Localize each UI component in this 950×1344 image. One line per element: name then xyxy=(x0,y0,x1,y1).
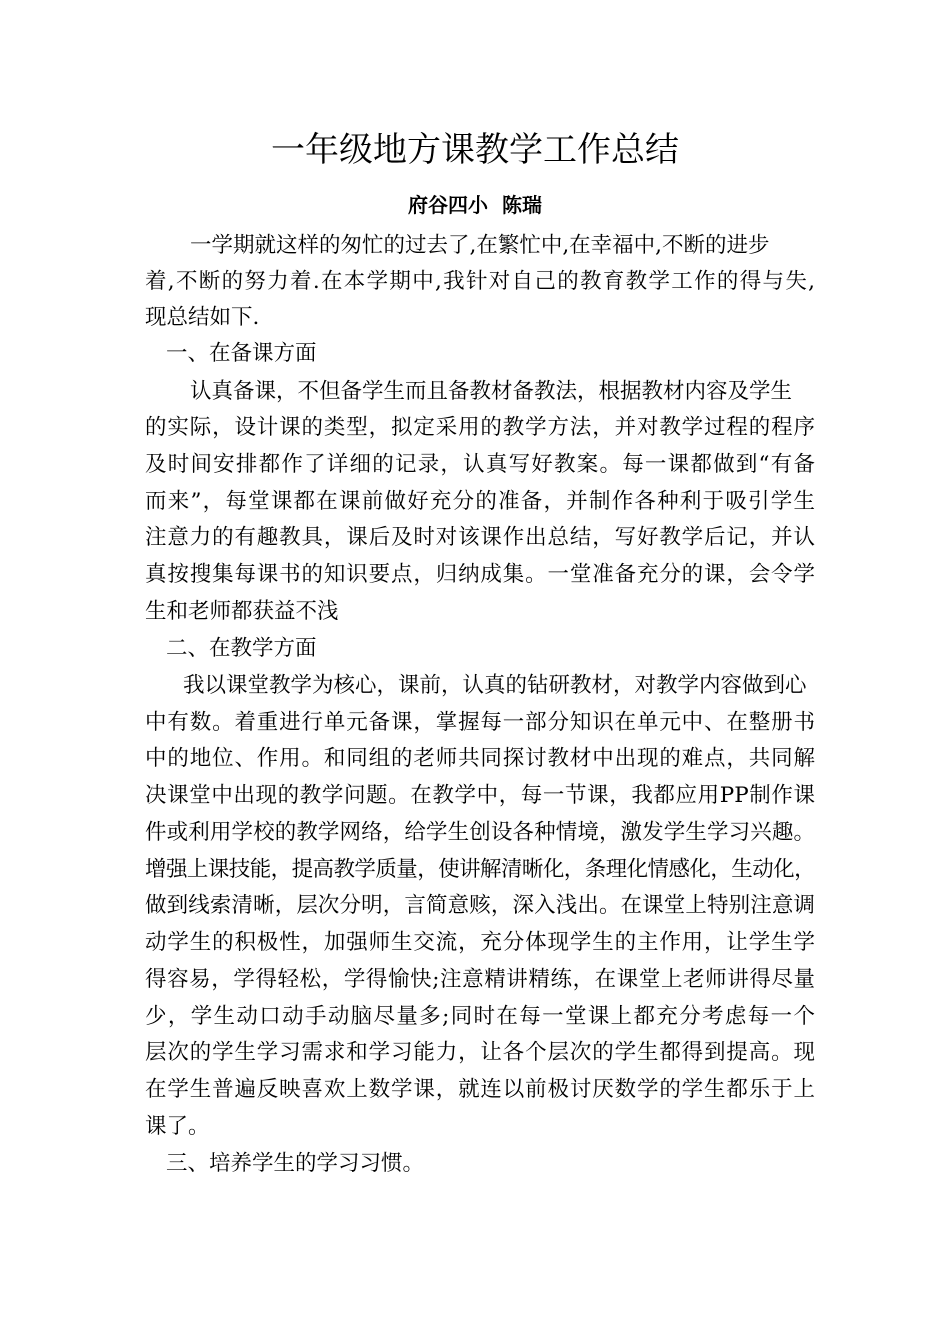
paragraph-line: 注意力的有趣教具，课后及时对该课作出总结，写好教学后记，并认 xyxy=(145,525,815,550)
section-heading: 一、在备课方面 xyxy=(166,341,317,366)
paragraph-line: 做到线索清晰，层次分明，言简意赅，深入浅出。在课堂上特别注意调 xyxy=(145,893,815,918)
paragraph-line: 而来”，每堂课都在课前做好充分的准备，并制作各种利于吸引学生 xyxy=(145,489,815,514)
paragraph-line: 增强上课技能，提高教学质量，使讲解清晰化，条理化情感化，生动化， xyxy=(145,857,816,882)
paragraph-line: 认真备课，不但备学生而且备教材备教法，根据教材内容及学生 xyxy=(190,379,793,404)
paragraph-line: 少，学生动口动手动脑尽量多;同时在每一堂课上都充分考虑每一个 xyxy=(145,1004,815,1029)
section-heading: 三、培养学生的学习习惯。 xyxy=(166,1151,425,1176)
paragraph-line: 真按搜集每课书的知识要点，归纳成集。一堂准备充分的课，会令学 xyxy=(145,562,815,587)
paragraph-line: 生和老师都获益不浅 xyxy=(145,599,339,624)
paragraph-line: 决课堂中出现的教学问题。在教学中，每一节课，我都应用PP制作课 xyxy=(145,783,815,808)
document-title: 一年级地方课教学工作总结 xyxy=(271,130,679,170)
paragraph-line: 动学生的积极性，加强师生交流，充分体现学生的主作用，让学生学 xyxy=(145,930,815,955)
paragraph-line: 层次的学生学习需求和学习能力，让各个层次的学生都得到提高。现 xyxy=(145,1040,815,1065)
document-author: 府谷四小 陈瑞 xyxy=(408,193,542,217)
paragraph-line: 中的地位、作用。和同组的老师共同探讨教材中出现的难点，共同解 xyxy=(145,746,815,771)
paragraph-line: 一学期就这样的匆忙的过去了,在繁忙中,在幸福中,不断的进步 xyxy=(190,233,770,258)
section-heading: 二、在教学方面 xyxy=(166,636,317,661)
paragraph-line: 件或利用学校的教学网络，给学生创设各种情境，激发学生学习兴趣。 xyxy=(145,820,815,845)
paragraph-line: 着,不断的努力着.在本学期中,我针对自己的教育教学工作的得与失, xyxy=(145,269,815,294)
paragraph-line: 的实际，设计课的类型，拟定采用的教学方法，并对教学过程的程序 xyxy=(145,415,815,440)
paragraph-line: 课了。 xyxy=(145,1114,210,1139)
paragraph-line: 在学生普遍反映喜欢上数学课，就连以前极讨厌数学的学生都乐于上 xyxy=(145,1077,815,1102)
paragraph-line: 及时间安排都作了详细的记录，认真写好教案。每一课都做到“有备 xyxy=(145,452,815,477)
paragraph-line: 中有数。着重进行单元备课，掌握每一部分知识在单元中、在整册书 xyxy=(145,710,815,735)
paragraph-line: 得容易，学得轻松，学得愉快;注意精讲精练，在课堂上老师讲得尽量 xyxy=(145,967,815,992)
paragraph-line: 现总结如下. xyxy=(145,305,260,330)
paragraph-line: 我以课堂教学为核心，课前，认真的钻研教材，对教学内容做到心 xyxy=(183,673,807,698)
